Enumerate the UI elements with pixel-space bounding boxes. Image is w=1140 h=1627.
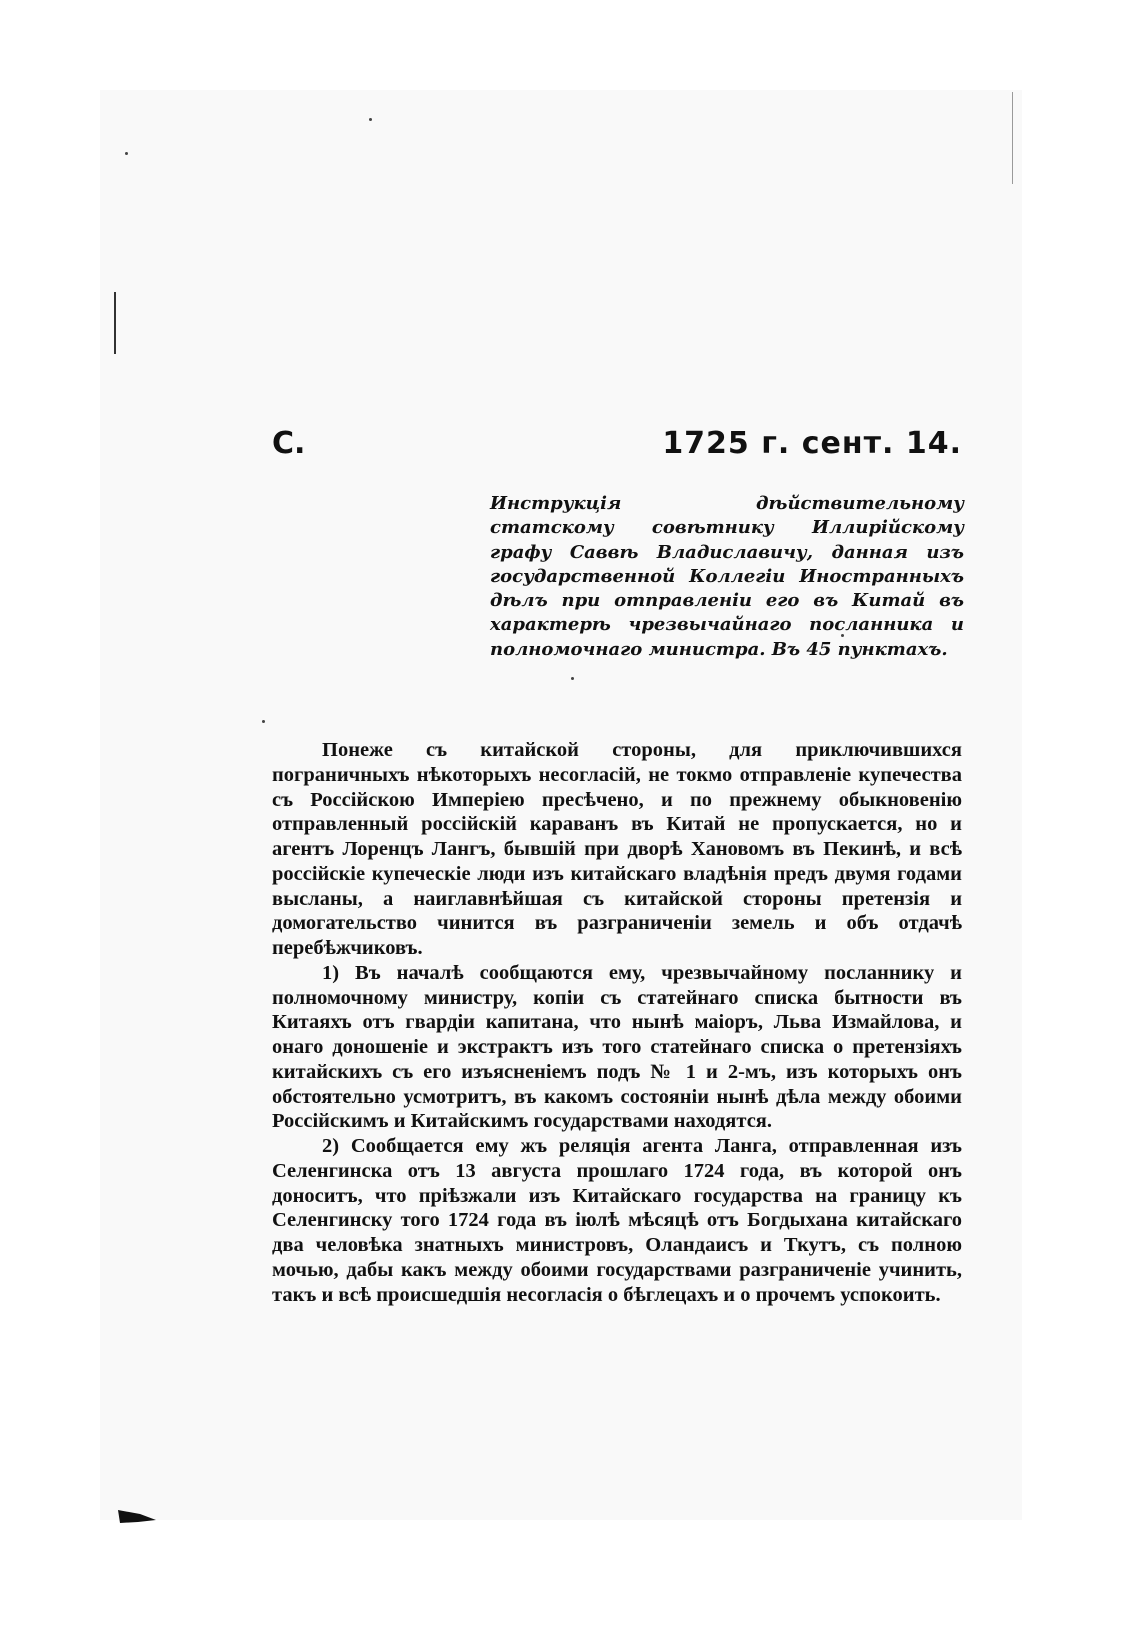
paragraph-point-2: 2) Сообщается ему жъ реляція агента Ланга, отправленная изъ Селенгинска отъ 13 августа прошлаго 1724 года, въ которой онъ доноситъ, что пріѣзжали изъ Китайскаго государства на границу къ Селенгинску того 1724 года въ іюлѣ мѣсяцѣ отъ Богдыхана китайскаго два человѣка знатныхъ министровъ, Оландаисъ и Ткутъ, съ полною мочью, дабы какъ между обоими государствами разграниченіе учинить, такъ и всѣ происшедшія несогласія о бѣглецахъ и о прочемъ успокоить. [272,1135,962,1306]
print-speck [571,677,574,680]
paragraph-point-1: 1) Въ началѣ сообщаются ему, чрезвычайному посланнику и полномочному министру, копіи съ статейнаго списка бытности въ Китаяхъ отъ гвардіи капитана, что нынѣ маіоръ, Льва Измайлова, и онаго доношеніе и экстрактъ изъ того статейнаго списка о претензіяхъ китайскихъ съ его изъясненіемъ подъ № 1 и 2-мъ, изъ которыхъ онъ обстоятельно усмотритъ, въ какомъ состояніи нынѣ дѣла между обоими Россійскимъ и Китайскимъ государствами находятся. [272,961,962,1133]
print-speck [262,720,265,723]
paragraph-preamble: Понеже съ китайской стороны, для приключившихся пограничныхъ нѣкоторыхъ несогласій, не токмо отправленіе купечества съ Россійскою Имперіею пресѣчено, и по прежнему обыкновенію отправленный россійскій караванъ въ Китай не пропускается, но и агентъ Лоренцъ Лангъ, бывшій при дворѣ Хановомъ въ Пекинѣ, и всѣ россійскіе купеческіе люди изъ китайскаго владѣнія предъ двумя годами высланы, а наиглавнѣйшая съ китайской стороны претензія и домогательство чинится въ разграниченіи земель и объ отдачѣ перебѣжчиковъ. [272,739,962,959]
corner-mark [118,1508,156,1524]
document-header [272,426,962,476]
margin-mark [114,292,116,354]
page-edge-line [1012,92,1013,184]
document-letter: С. [272,426,306,461]
document-date: 1725 г. сент. 14. [662,426,962,461]
print-speck [369,118,372,121]
document-summary: Инструкція дѣйствительному статскому совѣтнику Иллирійскому графу Саввѣ Владиславичу, данная изъ государственной Коллегіи Иностранныхъ дѣлъ при отправленіи его въ Китай въ характерѣ чрезвычайнаго посланника и полномочнаго министра. Въ 45 пунктахъ. [490,493,964,660]
print-speck [125,152,128,155]
document-body [272,738,962,1307]
